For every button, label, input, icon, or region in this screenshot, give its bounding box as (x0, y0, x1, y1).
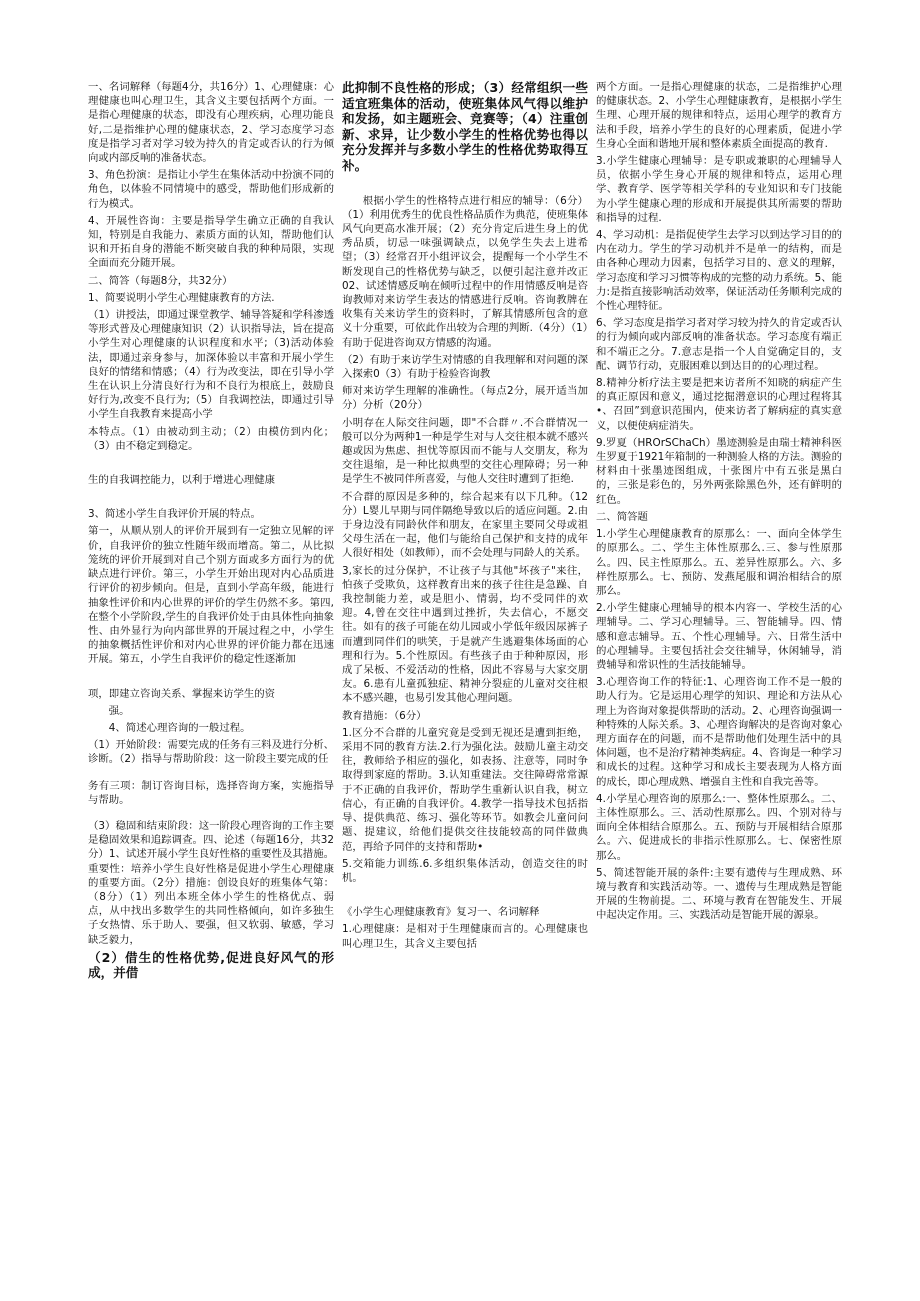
text-column-left (88, 80, 334, 1280)
paragraph: 1.心理健康：是相对于生理健康而言的。心理健康也叫心理卫生，其含义主要包括 (342, 923, 588, 950)
paragraph: 8.精神分析疗法主要是把来访者所不知晓的病症产生的真正原因和意义，通过挖掘潜意识的心理过程将其•、召回”到意识范围内，使来访者了解病症的真实意义，以便使病症消失。 (596, 377, 842, 432)
paragraph: 5、简述智能开展的条件:主要有遗传与生理成熟、环境与教育和实践活动等。一、遗传与生理成熟是智能开展的生物前提。二、环境与教育在智能发生、开展中起决定作用。三、实践活动是智能开展的源泉。 (596, 866, 842, 922)
paragraph: 教育措施：（6分） (342, 709, 427, 722)
paragraph: 4、学习动机：是指促使学生去学习以到达学习目的的内在动力。学生的学习动机并不是单一的结构，而是由各种心理动力因素，包括学习目的、意义的理解，学习态度和学习习惯等构成的完整的动力系统。5、能力:是指直接影响活动效率，保证活动任务顺利完成的个性心理特征。 (596, 229, 842, 313)
paragraph: 3.小学生健康心理辅导：是专职或兼职的心理辅导人员，依据小学生身心开展的规律和特点，运用心理学、教育学、医学等相关学科的专业知识和专门技能为小学生健康心理的形成和开展提供其所需要的帮助和指导的过程. (596, 155, 842, 224)
paragraph: 两个方面。一是指心理健康的状态，二是指维护心理的健康状态。2、小学生心理健康教育，是根据小学生生理、心理开展的规律和特点，运用心理学的教育方法和手段，培养小学生的良好的心理素质，促进小学生身心全面和谐地开展和整体素质全面提高的教育. (596, 81, 842, 150)
paragraph: 1.区分不合群的儿童究竟是受到无视还是遭到拒绝，采用不同的教育方法.2.行为强化法。鼓励儿童主动交往，教师给予相应的强化，如表扬、注意等，同时争取得到家庭的帮助。3.认知重建法。交往障碍常常源于不正确的自我评价，帮助学生重新认识自我，树立信心，有正确的自我评价。4.教学一指导技术包括指导、提供典范、练习、强化等环节。如教会儿童问问题、提建议，给他们提供交往技能较高的同伴做典范，再给予同伴的支持和帮助• (342, 726, 588, 853)
paragraph: 6、学习态度是指学习者对学习较为持久的肯定或否认的行为倾向或内部反响的准备状态。学习态度有端正和不端正之分。7.意志是指一个人自觉确定目的，支配、调节行动，克服困难以到达目的的心理过程。 (596, 317, 842, 372)
paragraph: 不合群的原因是多种的，综合起来有以下几种。（12分）L婴儿早期与同伴隔绝导致以后的适应问题。2.由于身边没有同龄伙伴和朋友，在家里主要同父母或祖父母生活在一起，他们与能给自己保护和支持的成年人很好相处（如教师），而不会处理与同龄人的关系。 (342, 490, 588, 560)
paragraph: 第一，从顺从别人的评价开展到有一定独立见解的评价，自我评价的独立性随年级而增高。第二，从比拟笼统的评价开展到对自己个别方面或多方面行为的优缺点进行评价。第三，小学生开始出现对内心品质进行评价的初步倾向。但是，直到小学高年级，能进行抽象性评价和内心世界的评价的学生仍然不多。第四,在整个小学阶段,学生的自我评价处于由具体性向抽象性、由外显行为向内部世界的开展过程之中，小学生的抽象概括性评价和对内心世界的评价能力都在迅速开展。第五，小学生自我评价的稳定性逐渐加 (88, 525, 334, 666)
paragraph: 二、简答题 (596, 510, 648, 523)
paragraph: 二、简答（每题8分，共32分） (88, 274, 233, 287)
paragraph: 强。 (108, 704, 130, 717)
paragraph: 4.小学星心理咨询的原那么:一、整体性原那么。二、主体性原那么。三、活动性原那么。四、个别对待与面向全体相结合原那么。五、预防与开展相结合原那么。六、促进成长的非指示性原那么。七、保密性原那么。 (596, 792, 842, 862)
paragraph: 3.心理咨询工作的特征:1、心理咨询工作不是一般的助人行为。它是运用心理学的知识、理论和方法从心理上为咨询对象提供帮助的活动。2、心理咨询强调一种特殊的人际关系。3、心理咨询解决的是咨询对象心理方面存在的问题，而不是帮助他们处理生活中的具体问题，也不是治疗精神类病症。4、咨询是一种学习和成长的过程。这种学习和成长主要表现为人格方面的成长，即心理成熟、增强自主性和自我完善等。 (596, 676, 842, 788)
paragraph: 一、名词解释（每题4分，共16分）1、心理健康：心理健康也叫心理卫生，其含义主要包括两个方面。一是指心理健康的状态，即没有心理疾病，心理功能良好,二是指维护心理的健康状态，2、学习态度学习态度是指学习者对学习较为持久的肯定或否认的行为倾向或内部反响的准备状态。 (88, 81, 334, 165)
paragraph: 3、角色扮演：是指让小学生在集体活动中扮演不同的角色，以体验不同情境中的感受，帮助他们形成新的行为模式。 (88, 169, 334, 210)
paragraph: 4、简述心理咨询的一般过程。 (108, 721, 251, 734)
paragraph: 生的自我调控能力，以利于增进心理健康 (88, 474, 276, 487)
paragraph: 《小学生心理健康教育》复习一、名词解释 (342, 906, 540, 919)
paragraph: 项，即建立咨询关系、掌握来访学生的资 (88, 687, 276, 700)
paragraph: 师对来访学生理解的准确性。（每点2分，展开适当加分）分析（20分） (342, 385, 588, 412)
paragraph: 本特点。（1）由被动到主动；（2）由模仿到内化；（3）由不稳定到稳定。 (88, 425, 334, 452)
paragraph: （2）有助于来访学生对情感的自我理解和对问题的深入探索0（3）有助于检验咨询教 (342, 353, 588, 380)
paragraph: 3、简述小学生自我评价开展的特点。 (88, 508, 261, 521)
paragraph: （1）开始阶段：需要完成的任务有三料及进行分析、诊断。（2）指导与帮助阶段：这一阶段主要完成的任 (88, 739, 334, 766)
paragraph: 4、开展性咨询：主要是指导学生确立正确的自我认知，特别是自我能力、素质方面的认知，帮助他们认识和开拓自身的潜能不断突破自我的种种局限，实现全面而充分随开展。 (88, 214, 334, 270)
paragraph: 此抑制不良性格的形成；（3）经常组织一些适宜班集体的活动，使班集体风气得以维护和发扬，如主题班会、竞赛等；（4）注重创新、求异，让少数小学生的性格优势也得以充分发挥并与多数小学生的性格优势取得互补。 (342, 80, 588, 173)
paragraph: （3）稳固和结束阶段：这一阶段心理咨询的工作主要是稳固效果和追踪调查。四、论述（每题16分，共32分）1、试述开展小学生良好性格的重要性及其措施。重要性：培养小学生良好性格是促进小学生心理健康的重要方面。（2分）措施：创设良好的班集体气第：（8分）（1）列出本班全体小学生的性格优点、弱点，从中找出多数学生的共同性格倾向，如许多独生子女热情、乐于助人、要强，但又软弱、敏感，学习缺乏毅力， (88, 819, 334, 946)
paragraph: 1.小学生心理健康教育的原那么：一、面向全体学生的原那么。二、学生主体性原那么.三、参与性原那么。四、民主性原那么。五、差异性原那么。六、多样性原那么。七、预防、发燕尾服和调治相结合的原那么。 (596, 528, 842, 597)
paragraph: 9.罗夏（HROrSChaCh）墨迹测验是由瑞士精神科医生罗夏于1921年箱制的一种测验人格的方法。测验的材料由十张墨迹图组成，十张图片中有五张是黑白的，三张是彩色的，另外两张除黑色外，还有鲜明的红色。 (596, 436, 842, 506)
paragraph: 5.交箱能力训练.6.多组织集体活动，创造交往的时机。 (342, 857, 588, 884)
paragraph: 3,家长的过分保护，不让孩子与其他"坏孩子"来往，怕孩子受欺负，这样教育出来的孩子往往是急躁、自我控制能力差，或是胆小、情弱，均不受同伴的欢迎。4,曾在交往中遇到过挫折，失去信心，不愿交往。如有的孩子可能在幼儿园或小学低年级因尿裤子而遭到同伴们的哄笑，于是就产生逃避集体场面的心理和行为。5.个性原因。有些孩子由于种种原因，形成了呆板、不爱活动的性格，因此不容易与大家交朋友。6.患有儿童孤独症、精神分裂症的儿童对交往根本不感兴趣，也易引发其他心理问题。 (342, 564, 588, 705)
paragraph: 务有三项：制订咨询目标，选择咨询方案，实施指导与帮助。 (88, 779, 334, 806)
paragraph: 2.小学生健康心理辅导的根本内容一、学校生活的心理辅导。二、学习心理辅导。三、智能辅导。四、情感和意志辅导。五、个性心理辅导。六、日常生活中的心理辅导。主要包括社会交往辅导，休闲辅导，消费辅导和常识性的生活技能辅导。 (596, 602, 842, 671)
paragraph: （2）借生的性格优势,促进良好风气的形成，并借 (88, 949, 334, 981)
paragraph: 小明存在人际交往问题，即"不合群〃.不合群情况一般可以分为两种1一种是学生对与人交往根本就不感兴趣或因为焦虑、担忧等原因而不能与人交朋友，称为交往退缩，是一种比拟典型的交往心理障碍；另一种是学生不被同伴所喜爱，与他人交往时遭到了拒绝. (342, 416, 588, 486)
paragraph: 1、简要说明小学生心理健康教育的方法. (88, 291, 275, 304)
text-column-middle (342, 80, 588, 1280)
paragraph: 根据小学生的性格特点进行相应的辅导：（6分）（1）利用优秀生的优良性格品质作为典范，使班集体风气向更高水准开展；（2）充分肯定后进生身上的优秀品质，切忌一味强调缺点，以免学生失去上进希望；（3）经常召开小组评议会，提醒每一个小学生不断发现自己的性格优势与缺乏，以便引起注意并改正02、试述情感反响在倾听过程中的作用情感反响是咨询教师对来访学生表达的情感进行反响。咨询教牌在收集有关来访学生的资料时，了解其情感所包含的意义十分重要，可依此作出较为合理的判断.（4分）（1）有助于促进咨询双方情感的沟通。 (342, 194, 588, 349)
paragraph: （1）讲授法，即通过课堂教学、辅导答疑和学科渗透等形式普及心理健康知识（2）认识指导法，旨在提高小学生对心理健康的认识程度和水平;（3)活动体验法，即通过亲身参与，加深体验以丰富和开展小学生良好的情绪和情感；（4）行为改变法，即在引导小学生在认识上分清良好行为和不良行为根底上，鼓励良好行为,改变不良行为;（5）自我调控法，即通过引导小学生自我教育来提高小学 (88, 309, 334, 421)
document-page (88, 80, 842, 1280)
text-column-right (596, 80, 842, 1280)
